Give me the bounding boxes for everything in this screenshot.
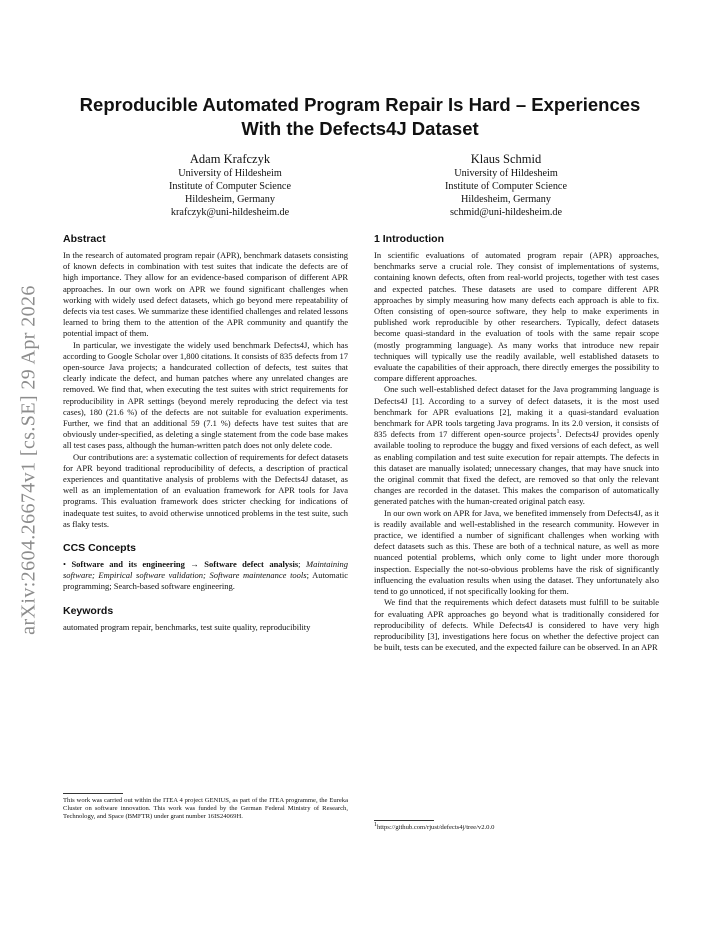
ccs-italic-concepts: Maintaining software; Empirical software validation; Software maintenance tools — [63, 559, 349, 581]
introduction-heading: 1 Introduction — [374, 233, 444, 245]
abstract-paragraph: In particular, we investigate the widely used benchmark Defects4J, which has according to Google Scholar over 1,800 citations. It consists of 835 defects from 17 open-source Java projects; a handcurated collection of defects, test suites that clearly indicate the defect, and human patches where any unrelated changes are removed. We find that, when executing the test suites with strict requirements for reproducibility in APR settings (beyond merely reproducing the defect via test cases), 180 (21.6 %) of the defects are not suitable for evaluation experiments. Further, we find that an additional 59 (7.1 %) defects have test suites that are obviously under-specified, as deleting a single statement from the code base makes all test cases pass, although the human-written patch does not only delete code. — [63, 339, 348, 451]
abstract-heading: Abstract — [63, 233, 106, 245]
intro-paragraph-continuation: . Defects4J provides openly available tooling to reproduce the buggy and fixed versions of each defect, as well as enabling compilation and test suite execution for repair attempts. The defects in this dataset are manually isolated; unnecessary changes, that may have snuck into the original commit that fixed the defect, are removed so that only the relevant changes are recorded in the dataset. This makes the comparison of automatically generated patches with the human-created original patch easy. — [374, 429, 659, 507]
left-column — [63, 233, 348, 633]
intro-paragraph-text: One such well-established defect dataset for the Java programming language is Defects4J [1]. According to a survey of defect datasets, it is the most used benchmark for APR evaluations [2], making it a quasi-standard evaluation benchmark for APR tools targeting Java programs. In its 2.0 version, it consists of 835 defects from 17 different open-source projects — [374, 384, 659, 440]
author-location: Hildesheim, Germany — [185, 194, 275, 205]
arxiv-stamp — [14, 250, 44, 670]
defects4j-link[interactable]: https://github.com/rjust/defects4j/tree/v2.0.0 — [377, 824, 495, 831]
right-column — [374, 233, 659, 653]
keywords-heading: Keywords — [63, 604, 114, 617]
intro-paragraph: In our own work on APR for Java, we benefited immensely from Defects4J, as it is readily available and well-established in the research community. However in practice, we identified a number of significant challenges when working with defect datasets such as this. These are both of a technical nature, as well as more nuanced potential problems, which only come to light under more thorough inspection. Especially the not-so-obvious problems have the risk of significantly influencing the evaluation results when using the dataset. They unfortunately also tend to go unnoticed, if not specifically looking for them. — [374, 507, 659, 597]
footnote-mark: 1 — [374, 821, 377, 828]
author-name: Adam Krafczyk — [189, 152, 271, 166]
footnote-rule — [374, 820, 434, 821]
author-email: krafczyk@uni-hildesheim.de — [170, 207, 290, 218]
paper-title: Reproducible Automated Program Repair Is Hard – Experiences With the Defects4J Dataset — [79, 94, 641, 139]
funding-text: This work was carried out within the ITEA 4 project GENIUS, as part of the ITEA programme, the Eureka Cluster on software innovation. This work was funded by the German Federal Ministry of Research, Technology, and Space (BMFTR) under grant number 16IS24069H. — [63, 797, 348, 820]
ccs-bullet: • — [63, 559, 66, 570]
author-university: University of Hildesheim — [454, 168, 558, 179]
author-location: Hildesheim, Germany — [461, 194, 551, 205]
funding-footnote — [63, 793, 348, 821]
abstract-paragraph: Our contributions are: a systematic collection of requirements for defect datasets for APR beyond traditional reproducibility of defects, a description of practical experiences and quantitative analysis of problems with the Defects4J dataset, as well as an implementation of an evaluation framework for APR tools for Java programs. This evaluation framework does stricter checking for indications of inadequate test suites, to avoid otherwise unnoticed problems in the test suite, such as flaky tests. — [63, 451, 348, 529]
url-footnote-text — [374, 821, 659, 832]
author-institute: Institute of Computer Science — [169, 181, 291, 192]
ccs-separator: ; — [298, 559, 301, 570]
author-block-2 — [356, 151, 656, 219]
keywords-text: automated program repair, benchmarks, test suite quality, reproducibility — [63, 621, 311, 632]
intro-paragraph: We find that the requirements which defect datasets must fulfill to be suitable for evaluating APR approaches go beyond what is traditionally considered for reproducibility of defects. While Defects4J is considered to have very high reproducibility [3], investigations here focus on whether the defective project can be built, tests can be executed, and the expected failure can be observed. In an APR — [374, 597, 659, 653]
author-institute: Institute of Computer Science — [445, 181, 567, 192]
intro-paragraph: In scientific evaluations of automated program repair (APR) approaches, benchmarks serve a crucial role. They consist of implementations of systems, containing known defects, often from real-world projects, together with test cases and expected patches. These datasets are used to compare different APR approaches by simply measuring how many defects each approach is able to fix. Often consisting of open-source software, they help to make experiments in published work reproducible by other researchers. Typically, defect datasets become quasi-standard in the evaluation of tools with the same repair scope (mostly programming language). As many works that introduce new repair techniques will typically use the readily available, well established datasets to evaluate the capabilities of their approach, there directly emerges the possibility to compare different approaches. — [374, 250, 659, 384]
ccs-concepts — [63, 559, 348, 593]
abstract-paragraph: In the research of automated program repair (APR), benchmark datasets consisting of known defects in combination with test suites that indicate the defects are of high importance. They allow for an evidence-based comparison of different APR approaches. In our own work on APR we found significant challenges when working with widely used defect datasets, which go beyond mere repeatability of defects via test cases. We summarize these identified challenges and related lessons learned to bring them to the attention of the APR community and quantify the potential impact of them. — [63, 250, 348, 339]
author-block-1 — [80, 151, 380, 219]
ccs-main-concept: Software and its engineering → Software defect analysis — [71, 559, 299, 570]
intro-paragraph-2 — [374, 384, 659, 507]
author-university: University of Hildesheim — [178, 168, 282, 179]
ccs-other-concepts: ; Automatic programming; Search-based software engineering. — [63, 570, 348, 592]
arxiv-id: arXiv:2604.26674v1 [cs.SE] 29 Apr 2026 — [17, 285, 40, 635]
author-email: schmid@uni-hildesheim.de — [449, 207, 563, 218]
footnote-mark: 1 — [556, 429, 560, 436]
footnote-rule — [63, 793, 123, 794]
url-footnote — [374, 820, 659, 832]
ccs-heading: CCS Concepts — [63, 542, 136, 555]
author-name: Klaus Schmid — [470, 152, 542, 166]
